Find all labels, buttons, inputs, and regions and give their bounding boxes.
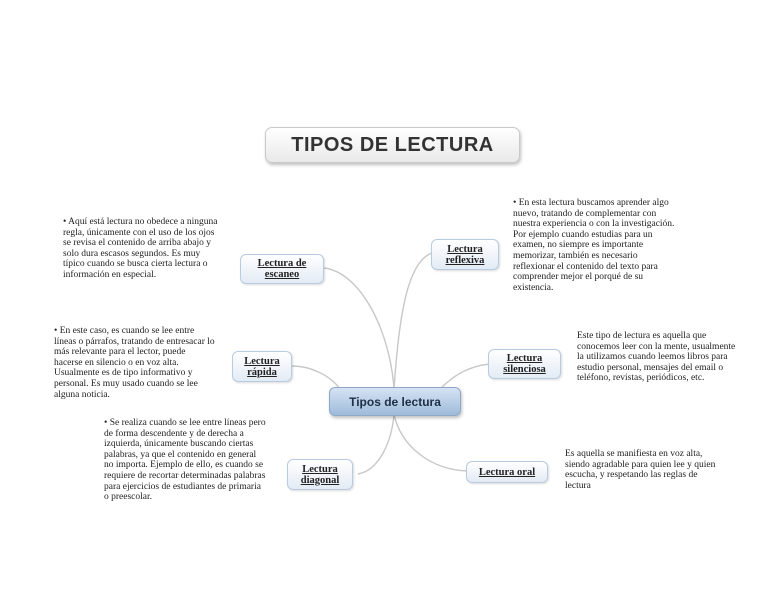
node-label: Lectura de escaneo — [257, 258, 307, 280]
node-label: Lectura oral — [478, 466, 536, 478]
node-lectura-diagonal[interactable] — [287, 459, 353, 490]
node-lectura-oral[interactable] — [466, 461, 548, 483]
link-silenciosa — [440, 364, 490, 389]
node-label: Lectura rápida — [244, 355, 280, 378]
node-label: Lectura diagonal — [300, 463, 340, 486]
node-lectura-escaneo[interactable] — [240, 254, 324, 284]
node-lectura-reflexiva[interactable] — [431, 239, 499, 270]
link-diagonal — [358, 414, 394, 474]
link-escaneo — [324, 268, 394, 389]
oral-description: Es aquella se manifiesta en voz alta, siendo agradable para quien lee y quien escucha, y respetando las reglas de lectura — [565, 449, 716, 491]
page-title: TIPOS DE LECTURA — [265, 127, 520, 163]
central-node[interactable]: Tipos de lectura — [329, 387, 461, 416]
node-lectura-silenciosa[interactable] — [488, 349, 561, 379]
link-reflexiva — [394, 253, 432, 389]
diagonal-description: • Se realiza cuando se lee entre líneas pero de forma descendente y de derecha a izquierda, únicamente buscando ciertas palabras, ya que el contenido en general no importa. Ejemplo de ello, es cuando se requiere de recortar determinadas palabras para ejercicios de estudiantes de primaria o preescolar. — [104, 418, 266, 503]
link-rapida — [292, 366, 340, 389]
rapida-description: • En este caso, es cuando se lee entre líneas o párrafos, tratando de entresacar lo más relevante para el lector, puede hacerse en silencio o en voz alta. Usualmente es de tipo informativo y personal. Es muy usado cuando se lee alguna noticia. — [54, 326, 215, 400]
silenciosa-description: Este tipo de lectura es aquella que conocemos leer con la mente, usualmente la utilizamos cuando leemos libros para estudio personal, mensajes del email o teléfono, revistas, periódicos, etc. — [577, 331, 736, 384]
node-label: Lectura reflexiva — [445, 243, 485, 266]
link-oral — [394, 414, 468, 471]
escaneo-description: • Aquí está lectura no obedece a ninguna regla, únicamente con el uso de los ojos se revisa el contenido de arriba abajo y solo dura escasos segundos. Es muy típico cuando se busca cierta lectura o información en especial. — [63, 217, 218, 280]
reflexiva-description: • En esta lectura buscamos aprender algo nuevo, tratando de complementar con nuestra experiencia o con la investigación. Por ejemplo cuando estudias para un examen, no siempre es importante memorizar, también es necesario reflexionar el contenido del texto para comprender mejor el porqué de su existencia. — [513, 198, 675, 293]
node-lectura-rapida[interactable] — [232, 351, 292, 382]
node-label: Lectura silenciosa — [503, 353, 546, 375]
